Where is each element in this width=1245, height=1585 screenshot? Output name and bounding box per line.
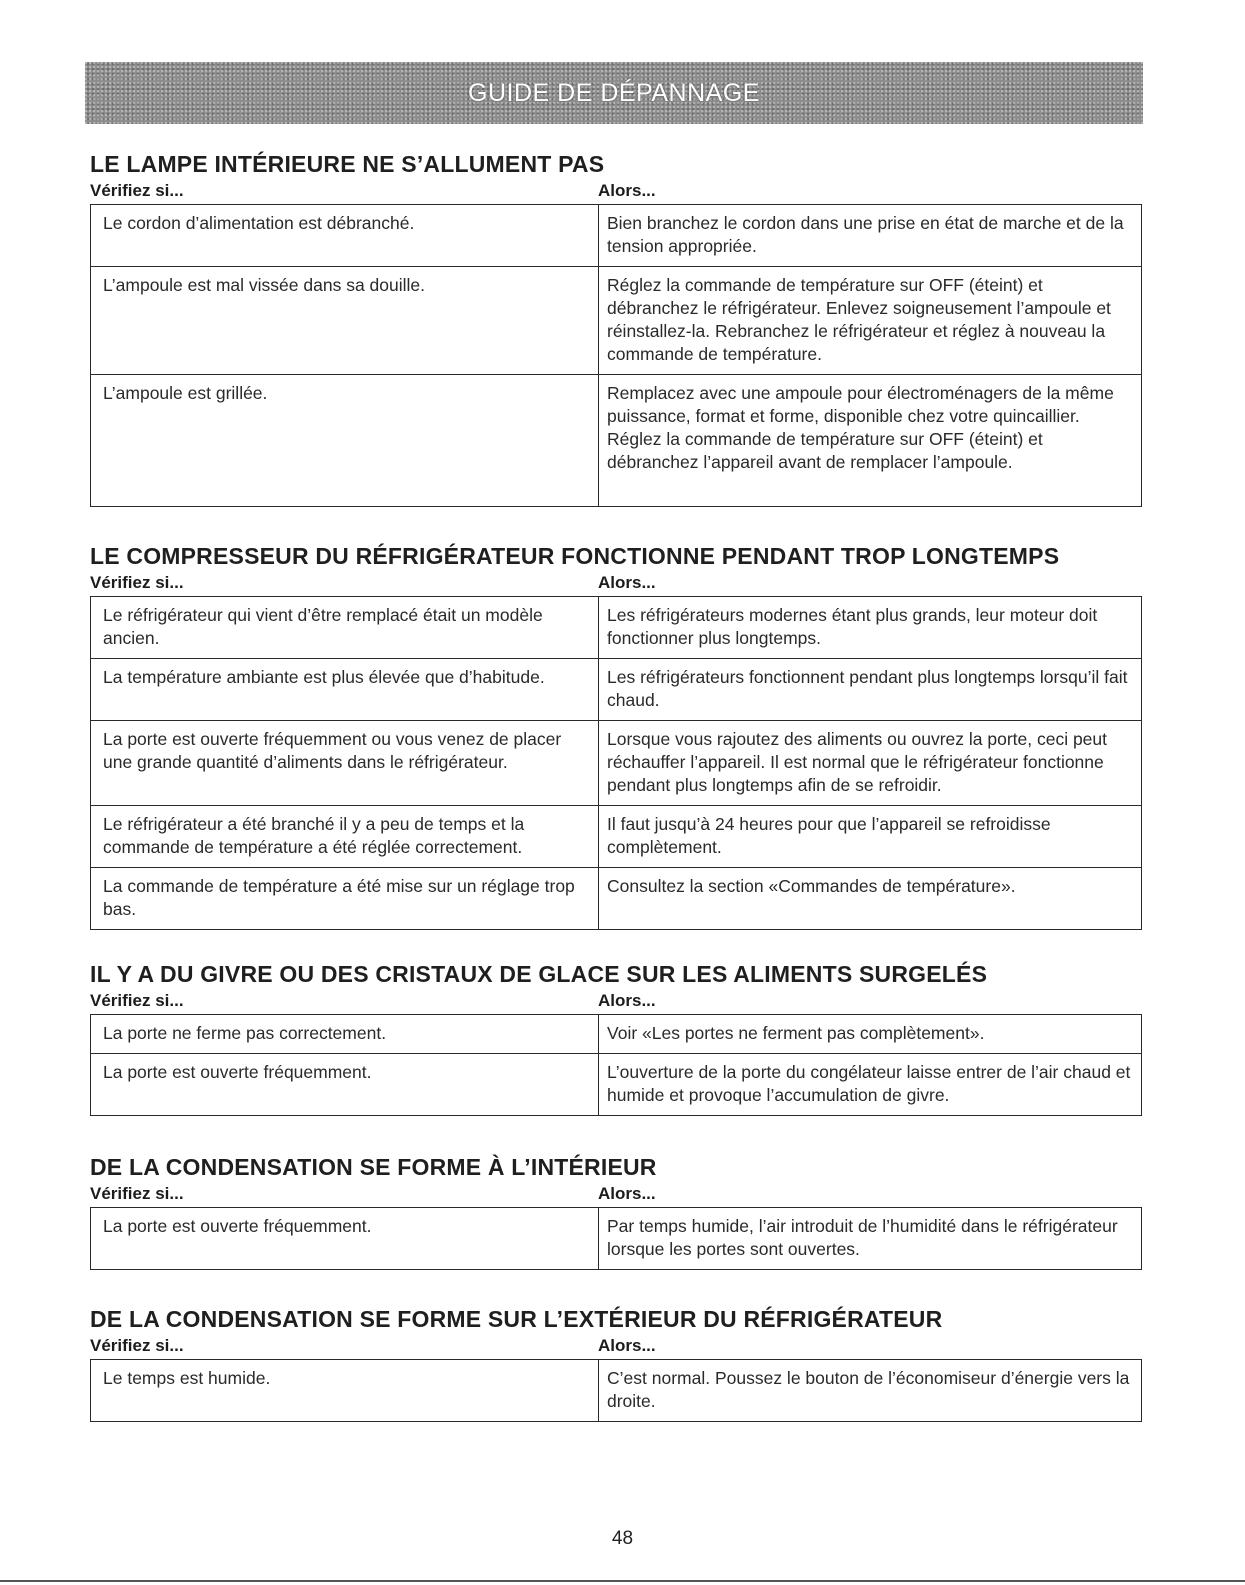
column-headers <box>90 990 1144 1012</box>
table-row <box>91 597 1142 659</box>
action-cell: Remplacez avec une ampoule pour électroménagers de la même puissance, format et forme, disponible chez votre quincaillier. Réglez la commande de température sur OFF (éteint) et débranchez l’appareil avant de remplacer l’ampoule. <box>599 375 1142 507</box>
column-headers <box>90 1335 1144 1357</box>
check-column-header: Vérifiez si... <box>90 573 184 592</box>
action-cell: Par temps humide, l’air introduit de l’humidité dans le réfrigérateur lorsque les portes sont ouvertes. <box>599 1208 1142 1270</box>
check-cell: Le réfrigérateur a été branché il y a peu de temps et la commande de température a été réglée correctement. <box>91 806 599 868</box>
action-cell: Les réfrigérateurs fonctionnent pendant plus longtemps lorsqu’il fait chaud. <box>599 659 1142 721</box>
table-row <box>91 375 1142 507</box>
troubleshooting-table <box>90 1359 1142 1422</box>
table-row <box>91 721 1142 806</box>
action-cell: C’est normal. Poussez le bouton de l’économiseur d’énergie vers la droite. <box>599 1360 1142 1422</box>
section-condensation-inside <box>90 1153 1144 1270</box>
action-cell: Il faut jusqu’à 24 heures pour que l’appareil se refroidisse complètement. <box>599 806 1142 868</box>
check-column-header: Vérifiez si... <box>90 1336 184 1355</box>
check-column-header: Vérifiez si... <box>90 991 184 1010</box>
section-title: LE LAMPE INTÉRIEURE NE S’ALLUMENT PAS <box>90 151 605 177</box>
action-cell: Consultez la section «Commandes de température». <box>599 868 1142 930</box>
table-row <box>91 1054 1142 1116</box>
section-compressor <box>90 542 1144 930</box>
table-row <box>91 659 1142 721</box>
page-bottom-rule <box>0 1580 1245 1582</box>
page-title: GUIDE DE DÉPANNAGE <box>468 78 760 107</box>
action-column-header: Alors... <box>598 991 656 1010</box>
table-row <box>91 1360 1142 1422</box>
check-column-header: Vérifiez si... <box>90 1184 184 1203</box>
section-lamp <box>90 150 1144 507</box>
check-cell: Le réfrigérateur qui vient d’être remplacé était un modèle ancien. <box>91 597 599 659</box>
action-cell: Voir «Les portes ne ferment pas complètement». <box>599 1015 1142 1054</box>
action-cell: Bien branchez le cordon dans une prise en état de marche et de la tension appropriée. <box>599 205 1142 267</box>
check-cell: La porte est ouverte fréquemment. <box>91 1054 599 1116</box>
section-frost <box>90 960 1144 1116</box>
action-column-header: Alors... <box>598 1184 656 1203</box>
table-row <box>91 1208 1142 1270</box>
section-title: DE LA CONDENSATION SE FORME SUR L’EXTÉRIEUR DU RÉFRIGÉRATEUR <box>90 1306 943 1332</box>
section-condensation-outside <box>90 1305 1144 1422</box>
column-headers <box>90 572 1144 594</box>
check-cell: La température ambiante est plus élevée que d’habitude. <box>91 659 599 721</box>
check-column-header: Vérifiez si... <box>90 181 184 200</box>
section-title: DE LA CONDENSATION SE FORME À L’INTÉRIEUR <box>90 1154 657 1180</box>
action-cell: Les réfrigérateurs modernes étant plus grands, leur moteur doit fonctionner plus longtemps. <box>599 597 1142 659</box>
check-cell: Le temps est humide. <box>91 1360 599 1422</box>
section-banner <box>85 62 1143 124</box>
table-row <box>91 868 1142 930</box>
action-column-header: Alors... <box>598 181 656 200</box>
page-number: 48 <box>611 1528 634 1549</box>
check-cell: L’ampoule est mal vissée dans sa douille. <box>91 267 599 375</box>
table-row <box>91 205 1142 267</box>
section-title: IL Y A DU GIVRE OU DES CRISTAUX DE GLACE SUR LES ALIMENTS SURGELÉS <box>90 961 988 987</box>
table-row <box>91 806 1142 868</box>
check-cell: L’ampoule est grillée. <box>91 375 599 507</box>
column-headers <box>90 180 1144 202</box>
check-cell: La commande de température a été mise sur un réglage trop bas. <box>91 868 599 930</box>
table-row <box>91 1015 1142 1054</box>
troubleshooting-table <box>90 596 1142 930</box>
action-cell: L’ouverture de la porte du congélateur laisse entrer de l’air chaud et humide et provoque l’accumulation de givre. <box>599 1054 1142 1116</box>
action-column-header: Alors... <box>598 1336 656 1355</box>
action-cell: Réglez la commande de température sur OFF (éteint) et débranchez le réfrigérateur. Enlevez soigneusement l’ampoule et réinstallez-la. Rebranchez le réfrigérateur et réglez à nouveau la commande de température. <box>599 267 1142 375</box>
troubleshooting-table <box>90 1207 1142 1270</box>
check-cell: La porte ne ferme pas correctement. <box>91 1015 599 1054</box>
action-cell: Lorsque vous rajoutez des aliments ou ouvrez la porte, ceci peut réchauffer l’appareil. Il est normal que le réfrigérateur fonctionne pendant plus longtemps afin de se refroidir. <box>599 721 1142 806</box>
troubleshooting-table <box>90 204 1142 507</box>
section-title: LE COMPRESSEUR DU RÉFRIGÉRATEUR FONCTIONNE PENDANT TROP LONGTEMPS <box>90 543 1060 569</box>
table-row <box>91 267 1142 375</box>
action-column-header: Alors... <box>598 573 656 592</box>
check-cell: Le cordon d’alimentation est débranché. <box>91 205 599 267</box>
column-headers <box>90 1183 1144 1205</box>
check-cell: La porte est ouverte fréquemment. <box>91 1208 599 1270</box>
check-cell: La porte est ouverte fréquemment ou vous venez de placer une grande quantité d’aliments dans le réfrigérateur. <box>91 721 599 806</box>
troubleshooting-table <box>90 1014 1142 1116</box>
